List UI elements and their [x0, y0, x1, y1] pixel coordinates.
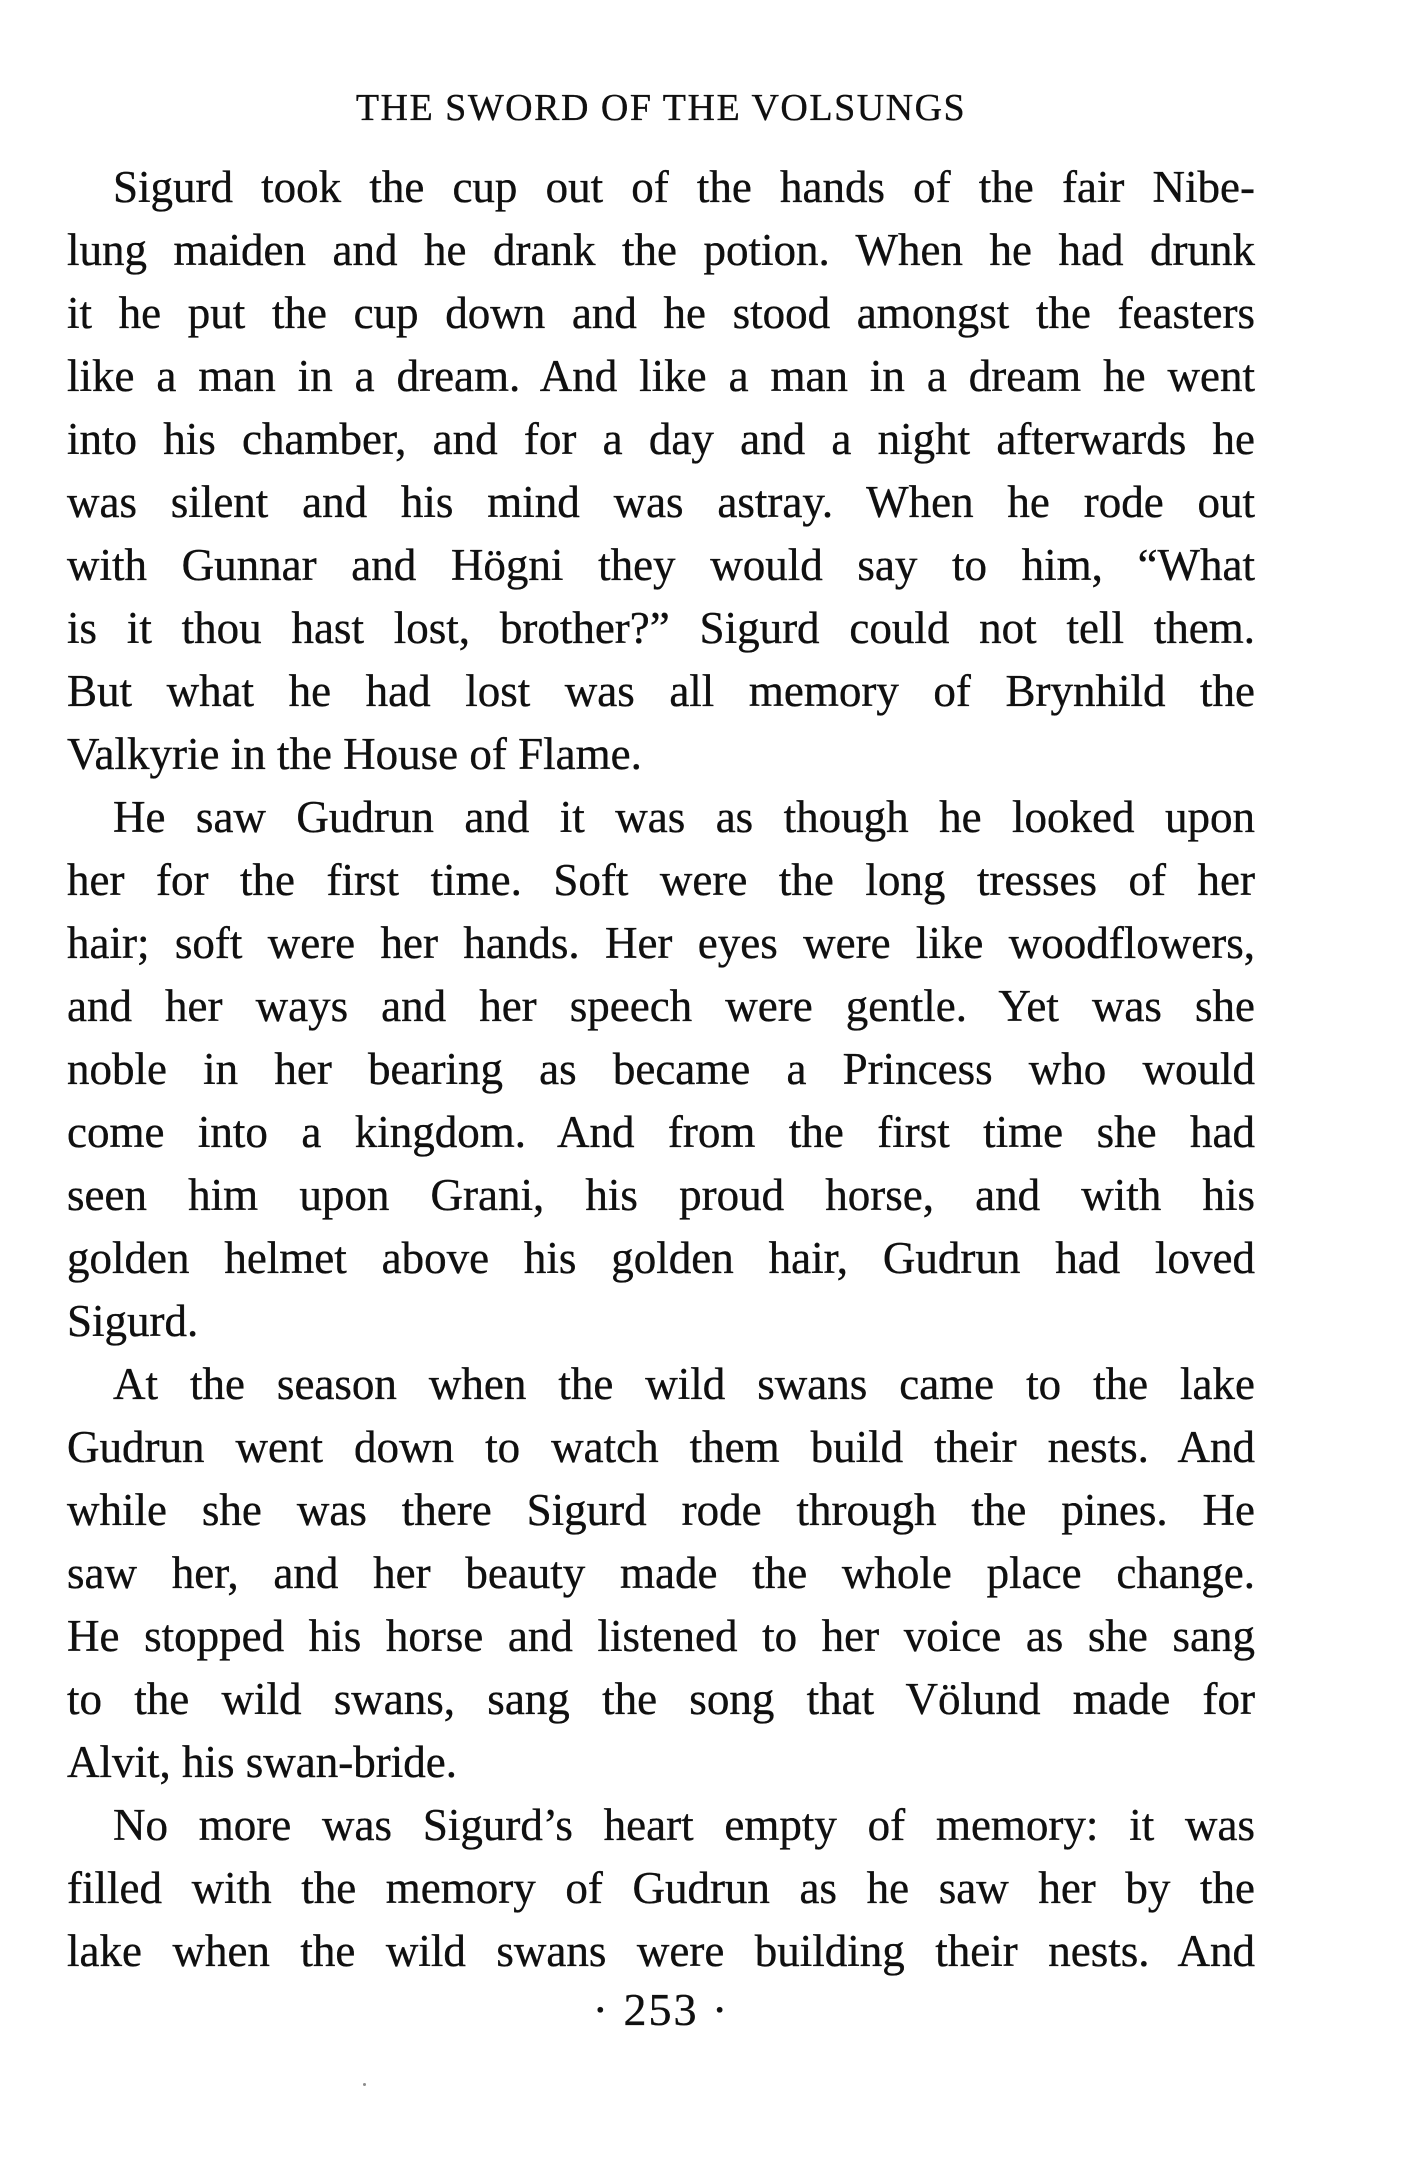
text-line: But what he had lost was all memory of Brynhild the	[67, 666, 1255, 716]
text-line: Sigurd.	[67, 1296, 199, 1346]
text-line: was silent and his mind was astray. When he rode out	[67, 477, 1255, 527]
text-line: noble in her bearing as became a Princess who would	[67, 1044, 1255, 1094]
text-line: No more was Sigurd’s heart empty of memory: it was	[113, 1800, 1255, 1850]
text-line: Sigurd took the cup out of the hands of the fair Nibe-	[113, 162, 1255, 212]
text-line: Valkyrie in the House of Flame.	[67, 729, 642, 779]
text-line: is it thou hast lost, brother?” Sigurd could not tell them.	[67, 603, 1255, 653]
text-line: At the season when the wild swans came to the lake	[113, 1359, 1255, 1409]
text-line: and her ways and her speech were gentle. Yet was she	[67, 981, 1255, 1031]
text-line: with Gunnar and Högni they would say to him, “What	[67, 540, 1255, 590]
text-line: Gudrun went down to watch them build their nests. And	[67, 1422, 1255, 1472]
text-line: like a man in a dream. And like a man in a dream he went	[67, 351, 1255, 401]
text-line: He saw Gudrun and it was as though he looked upon	[113, 792, 1255, 842]
text-line: He stopped his horse and listened to her voice as she sang	[67, 1611, 1255, 1661]
page-body	[67, 156, 1255, 1983]
page-number: · 253 ·	[592, 1984, 730, 2035]
text-line: lake when the wild swans were building their nests. And	[67, 1926, 1255, 1976]
text-line: Alvit, his swan-bride.	[67, 1737, 457, 1787]
text-line: her for the first time. Soft were the long tresses of her	[67, 855, 1255, 905]
text-line: filled with the memory of Gudrun as he saw her by the	[67, 1863, 1255, 1913]
text-line: seen him upon Grani, his proud horse, and with his	[67, 1170, 1255, 1220]
chapter-title: THE SWORD OF THE VOLSUNGS	[355, 87, 967, 129]
text-line: hair; soft were her hands. Her eyes were like woodflowers,	[67, 918, 1255, 968]
text-line: saw her, and her beauty made the whole place change.	[67, 1548, 1255, 1598]
text-line: lung maiden and he drank the potion. When he had drunk	[67, 225, 1255, 275]
text-line: while she was there Sigurd rode through the pines. He	[67, 1485, 1255, 1535]
text-line: it he put the cup down and he stood amongst the feasters	[67, 288, 1255, 338]
text-line: to the wild swans, sang the song that Völund made for	[67, 1674, 1255, 1724]
text-line: come into a kingdom. And from the first time she had	[67, 1107, 1255, 1157]
text-line: into his chamber, and for a day and a night afterwards he	[67, 414, 1255, 464]
text-line: golden helmet above his golden hair, Gudrun had loved	[67, 1233, 1255, 1283]
scan-artifact-dot	[363, 2083, 366, 2086]
